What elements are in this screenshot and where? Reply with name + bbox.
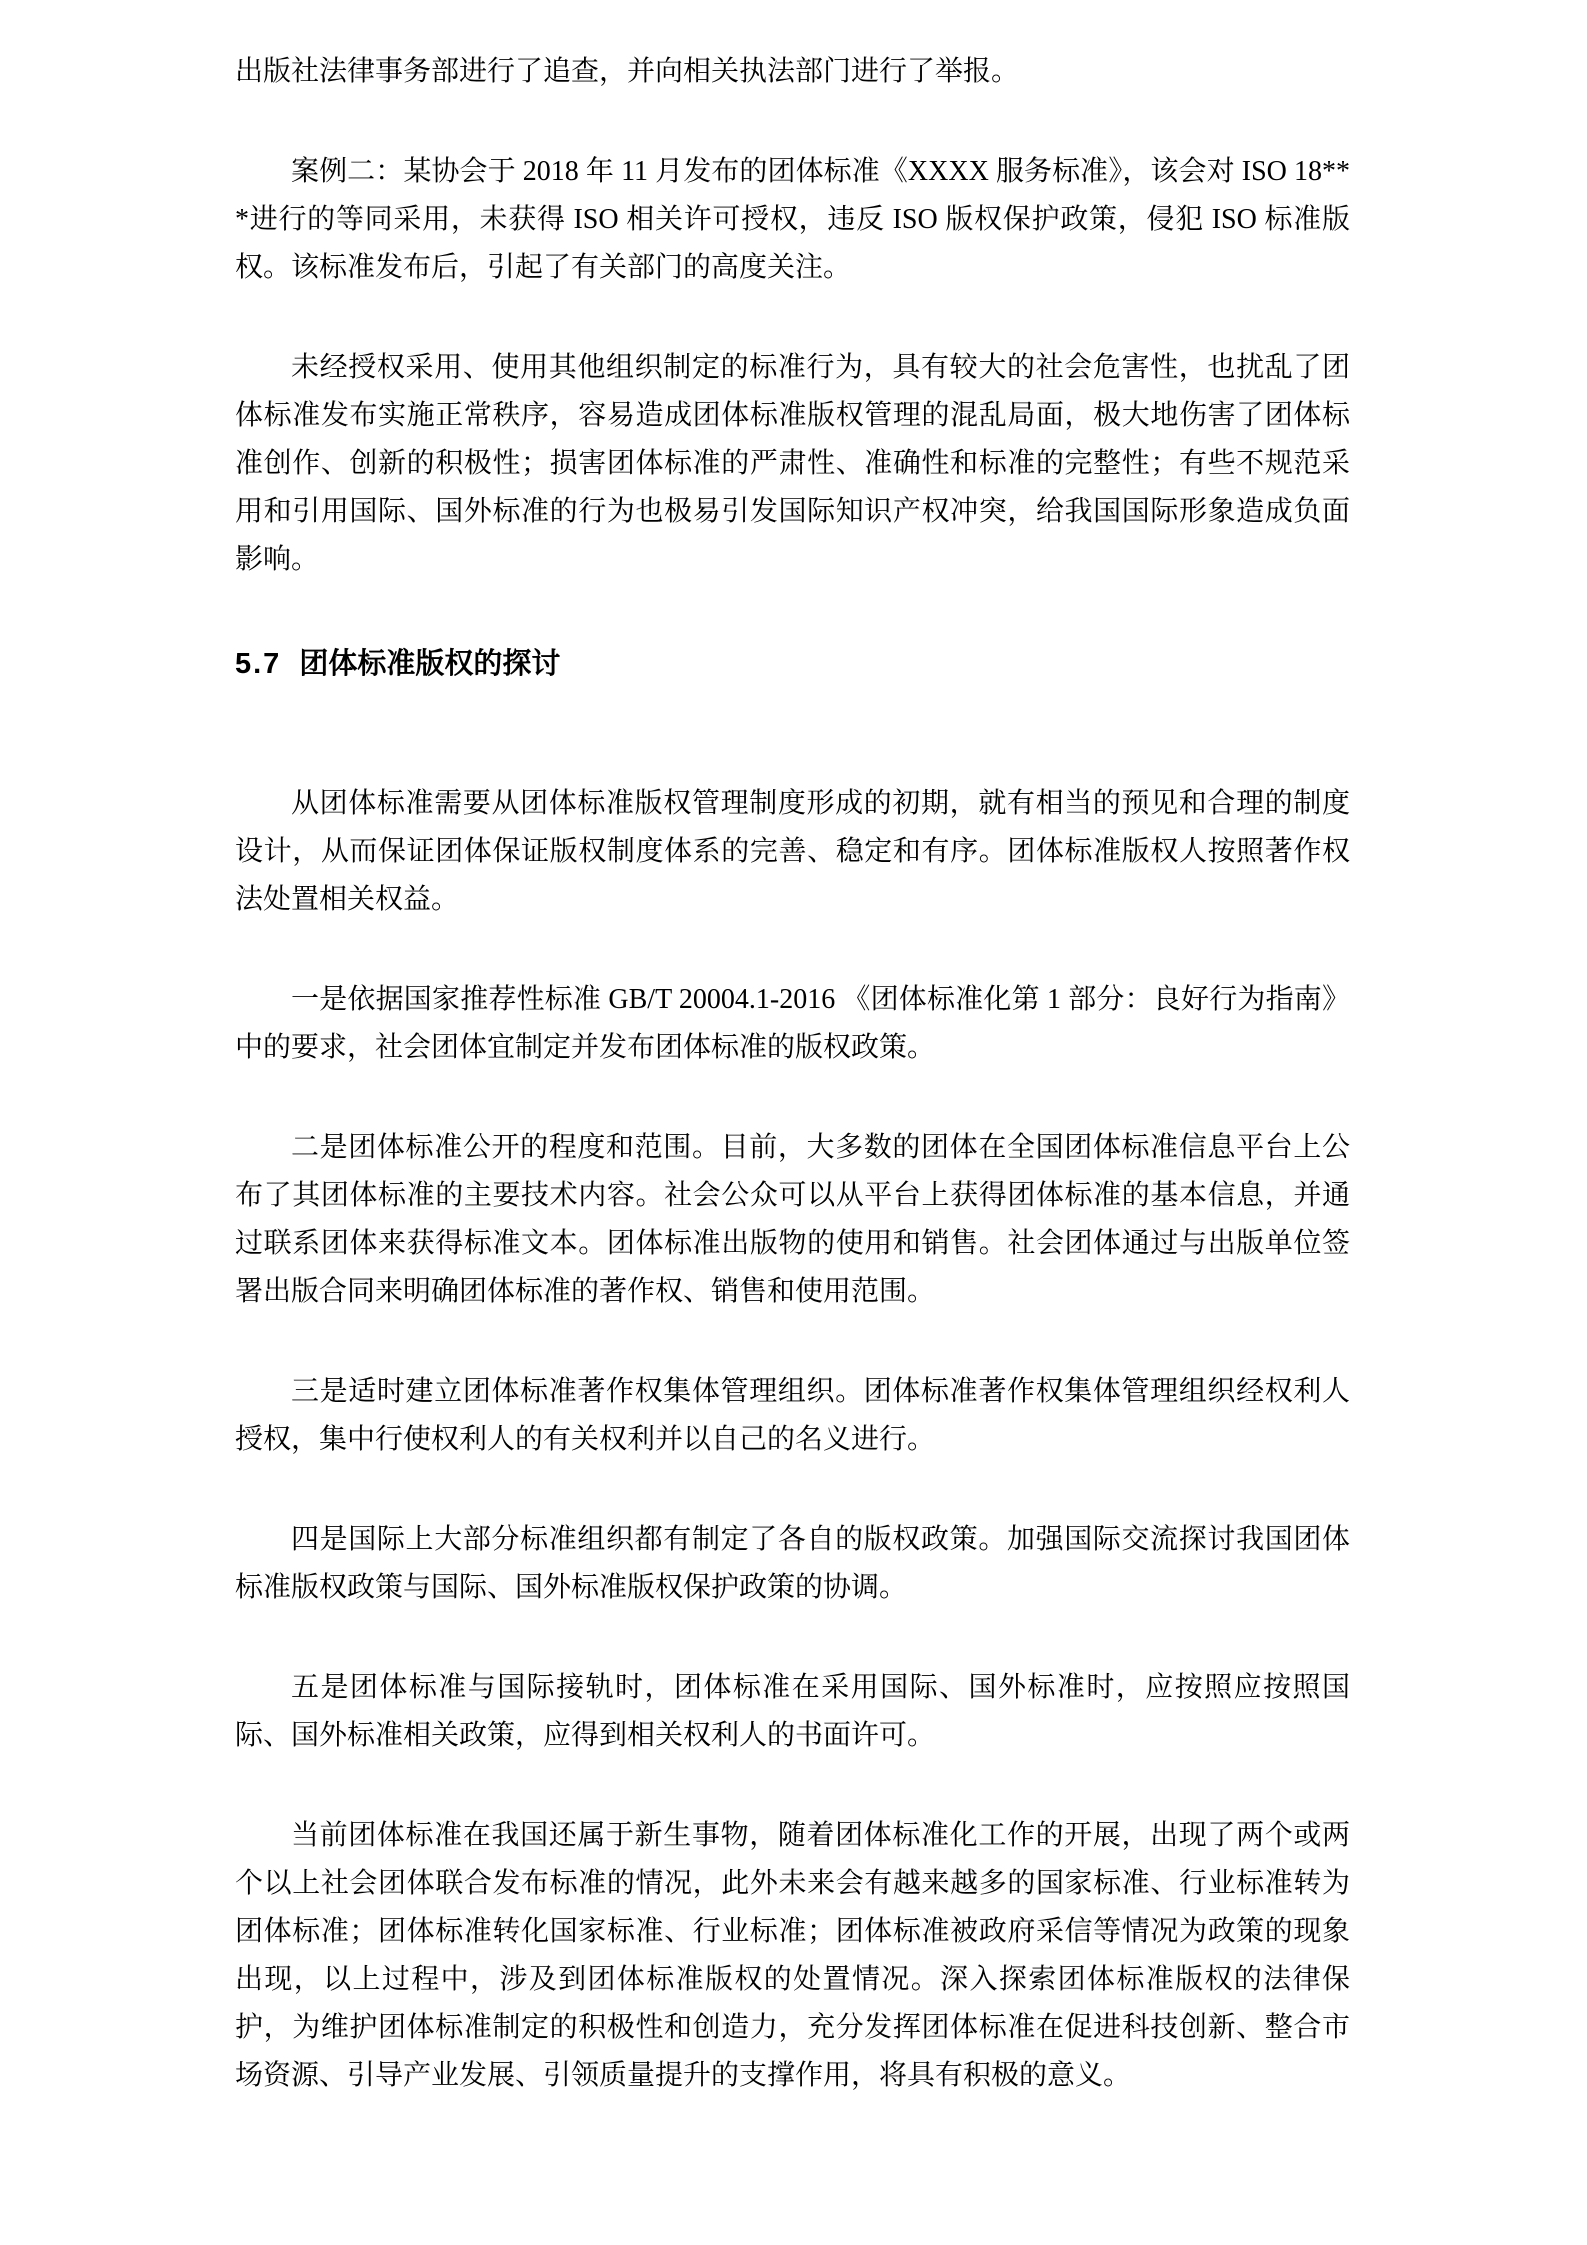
paragraph-point-5: 五是团体标准与国际接轨时，团体标准在采用国际、国外标准时，应按照应按照国际、国外标准相关政策，应得到相关权利人的书面许可。 (235, 1672, 1350, 1751)
paragraph-continuation: 出版社法律事务部进行了追查，并向相关执法部门进行了举报。 (235, 56, 1020, 87)
paragraph-point-1: 一是依据国家推荐性标准 GB/T 20004.1-2016 《团体标准化第 1 部分：良好行为指南》中的要求，社会团体宜制定并发布团体标准的版权政策。 (235, 984, 1350, 1063)
section-title: 团体标准版权的探讨 (299, 648, 561, 680)
paragraph-point-3: 三是适时建立团体标准著作权集体管理组织。团体标准著作权集体管理组织经权利人授权，集中行使权利人的有关权利并以自己的名义进行。 (235, 1376, 1350, 1455)
paragraph-outlook: 当前团体标准在我国还属于新生事物，随着团体标准化工作的开展，出现了两个或两个以上社会团体联合发布标准的情况，此外未来会有越来越多的国家标准、行业标准转为团体标准；团体标准转化国家标准、行业标准；团体标准被政府采信等情况为政策的现象出现，以上过程中，涉及到团体标准版权的处置情况。深入探索团体标准版权的法律保护，为维护团体标准制定的积极性和创造力，充分发挥团体标准在促进科技创新、整合市场资源、引导产业发展、引领质量提升的支撑作用，将具有积极的意义。 (235, 1820, 1350, 2091)
section-heading-5-7 (235, 640, 1350, 688)
paragraph-case-2: 案例二：某协会于 2018 年 11 月发布的团体标准《XXXX 服务标准》，该会对 ISO 18***进行的等同采用，未获得 ISO 相关许可授权，违反 ISO 版权保护政策，侵犯 ISO 标准版权。该标准发布后，引起了有关部门的高度关注。 (235, 156, 1350, 283)
section-number: 5.7 (235, 648, 282, 680)
paragraph-copyright-system-intro: 从团体标准需要从团体标准版权管理制度形成的初期，就有相当的预见和合理的制度设计，从而保证团体保证版权制度体系的完善、稳定和有序。团体标准版权人按照著作权法处置相关权益。 (235, 788, 1350, 915)
paragraph-point-4: 四是国际上大部分标准组织都有制定了各自的版权政策。加强国际交流探讨我国团体标准版权政策与国际、国外标准版权保护政策的协调。 (235, 1524, 1350, 1603)
paragraph-unauthorized-adoption-harm: 未经授权采用、使用其他组织制定的标准行为，具有较大的社会危害性，也扰乱了团体标准发布实施正常秩序，容易造成团体标准版权管理的混乱局面，极大地伤害了团体标准创作、创新的积极性；损害团体标准的严肃性、准确性和标准的完整性；有些不规范采用和引用国际、国外标准的行为也极易引发国际知识产权冲突，给我国国际形象造成负面影响。 (235, 352, 1350, 575)
paragraph-point-2: 二是团体标准公开的程度和范围。目前，大多数的团体在全国团体标准信息平台上公布了其团体标准的主要技术内容。社会公众可以从平台上获得团体标准的基本信息，并通过联系团体来获得标准文本。团体标准出版物的使用和销售。社会团体通过与出版单位签署出版合同来明确团体标准的著作权、销售和使用范围。 (235, 1132, 1350, 1307)
